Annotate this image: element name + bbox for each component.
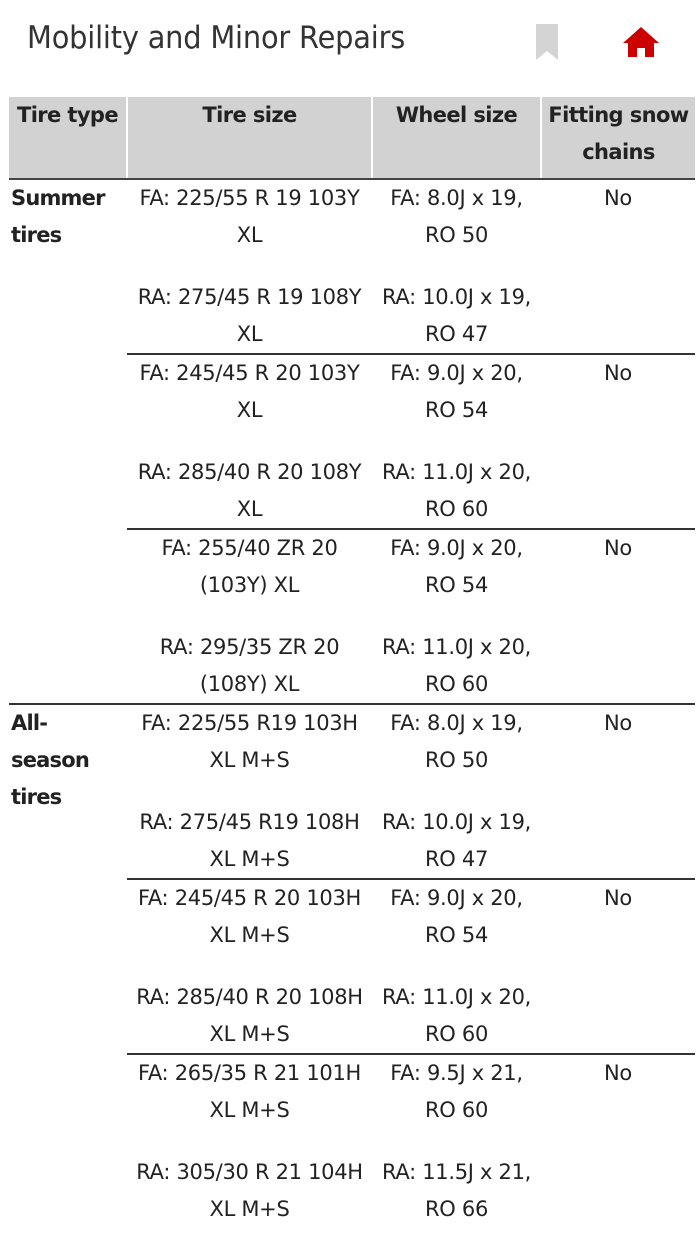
wheel-size-cell bbox=[372, 529, 541, 704]
bookmark-icon[interactable] bbox=[536, 24, 558, 60]
tire-specs-table bbox=[9, 97, 695, 1228]
rear-axle-wheel-size: RA: 10.0J x 19, RO 47 bbox=[381, 285, 532, 346]
tire-size-cell bbox=[127, 1054, 372, 1228]
wheel-size-cell bbox=[372, 704, 541, 879]
rear-axle-wheel-size: RA: 11.0J x 20, RO 60 bbox=[381, 460, 532, 521]
rear-axle-tire-size: RA: 285/40 R 20 108H XL M+S bbox=[136, 985, 363, 1046]
snow-chains-cell: No bbox=[541, 704, 695, 879]
front-axle-wheel-size: FA: 8.0J x 19, RO 50 bbox=[390, 186, 523, 247]
snow-chains-cell: No bbox=[541, 1054, 695, 1228]
wheel-size-cell bbox=[372, 179, 541, 354]
app-header bbox=[0, 0, 700, 86]
column-header-snow-chains: Fitting snow chains bbox=[541, 97, 695, 179]
rear-axle-wheel-size: RA: 11.5J x 21, RO 66 bbox=[381, 1160, 532, 1221]
front-axle-wheel-size: FA: 9.0J x 20, RO 54 bbox=[390, 536, 523, 597]
front-axle-tire-size: FA: 245/45 R 20 103H XL M+S bbox=[138, 886, 361, 947]
rear-axle-tire-size: RA: 275/45 R19 108H XL M+S bbox=[139, 810, 360, 871]
rear-axle-tire-size: RA: 285/40 R 20 108Y XL bbox=[137, 460, 362, 521]
rear-axle-wheel-size: RA: 11.0J x 20, RO 60 bbox=[381, 635, 532, 696]
tire-type-cell: All-season tires bbox=[9, 704, 127, 1228]
rear-axle-wheel-size: RA: 10.0J x 19, RO 47 bbox=[381, 810, 532, 871]
front-axle-tire-size: FA: 225/55 R19 103H XL M+S bbox=[141, 711, 358, 772]
rear-axle-tire-size: RA: 295/35 ZR 20 (108Y) XL bbox=[159, 635, 340, 696]
tire-size-cell bbox=[127, 354, 372, 529]
tire-size-cell bbox=[127, 704, 372, 879]
rear-axle-tire-size: RA: 275/45 R 19 108Y XL bbox=[137, 285, 362, 346]
column-header-wheel-size: Wheel size bbox=[372, 97, 541, 179]
front-axle-tire-size: FA: 255/40 ZR 20 (103Y) XL bbox=[161, 536, 338, 597]
table-header-row bbox=[9, 97, 695, 179]
front-axle-tire-size: FA: 225/55 R 19 103Y XL bbox=[139, 186, 360, 247]
front-axle-wheel-size: FA: 9.0J x 20, RO 54 bbox=[390, 886, 523, 947]
column-header-tire-size: Tire size bbox=[127, 97, 372, 179]
table-row bbox=[9, 179, 695, 354]
front-axle-tire-size: FA: 245/45 R 20 103Y XL bbox=[139, 361, 360, 422]
snow-chains-cell: No bbox=[541, 529, 695, 704]
tire-size-cell bbox=[127, 879, 372, 1054]
column-header-tire-type: Tire type bbox=[9, 97, 127, 179]
front-axle-wheel-size: FA: 9.5J x 21, RO 60 bbox=[390, 1061, 523, 1122]
front-axle-wheel-size: FA: 8.0J x 19, RO 50 bbox=[390, 711, 523, 772]
snow-chains-cell: No bbox=[541, 879, 695, 1054]
rear-axle-tire-size: RA: 305/30 R 21 104H XL M+S bbox=[136, 1160, 363, 1221]
snow-chains-cell: No bbox=[541, 354, 695, 529]
wheel-size-cell bbox=[372, 354, 541, 529]
home-icon[interactable] bbox=[622, 26, 660, 58]
tire-size-cell bbox=[127, 179, 372, 354]
tire-size-cell bbox=[127, 529, 372, 704]
rear-axle-wheel-size: RA: 11.0J x 20, RO 60 bbox=[381, 985, 532, 1046]
front-axle-tire-size: FA: 265/35 R 21 101H XL M+S bbox=[138, 1061, 361, 1122]
tire-type-cell: Summer tires bbox=[11, 186, 105, 247]
snow-chains-cell: No bbox=[604, 186, 632, 210]
table-row bbox=[9, 704, 695, 879]
page-title: Mobility and Minor Repairs bbox=[27, 20, 406, 56]
wheel-size-cell bbox=[372, 879, 541, 1054]
wheel-size-cell bbox=[372, 1054, 541, 1228]
front-axle-wheel-size: FA: 9.0J x 20, RO 54 bbox=[390, 361, 523, 422]
